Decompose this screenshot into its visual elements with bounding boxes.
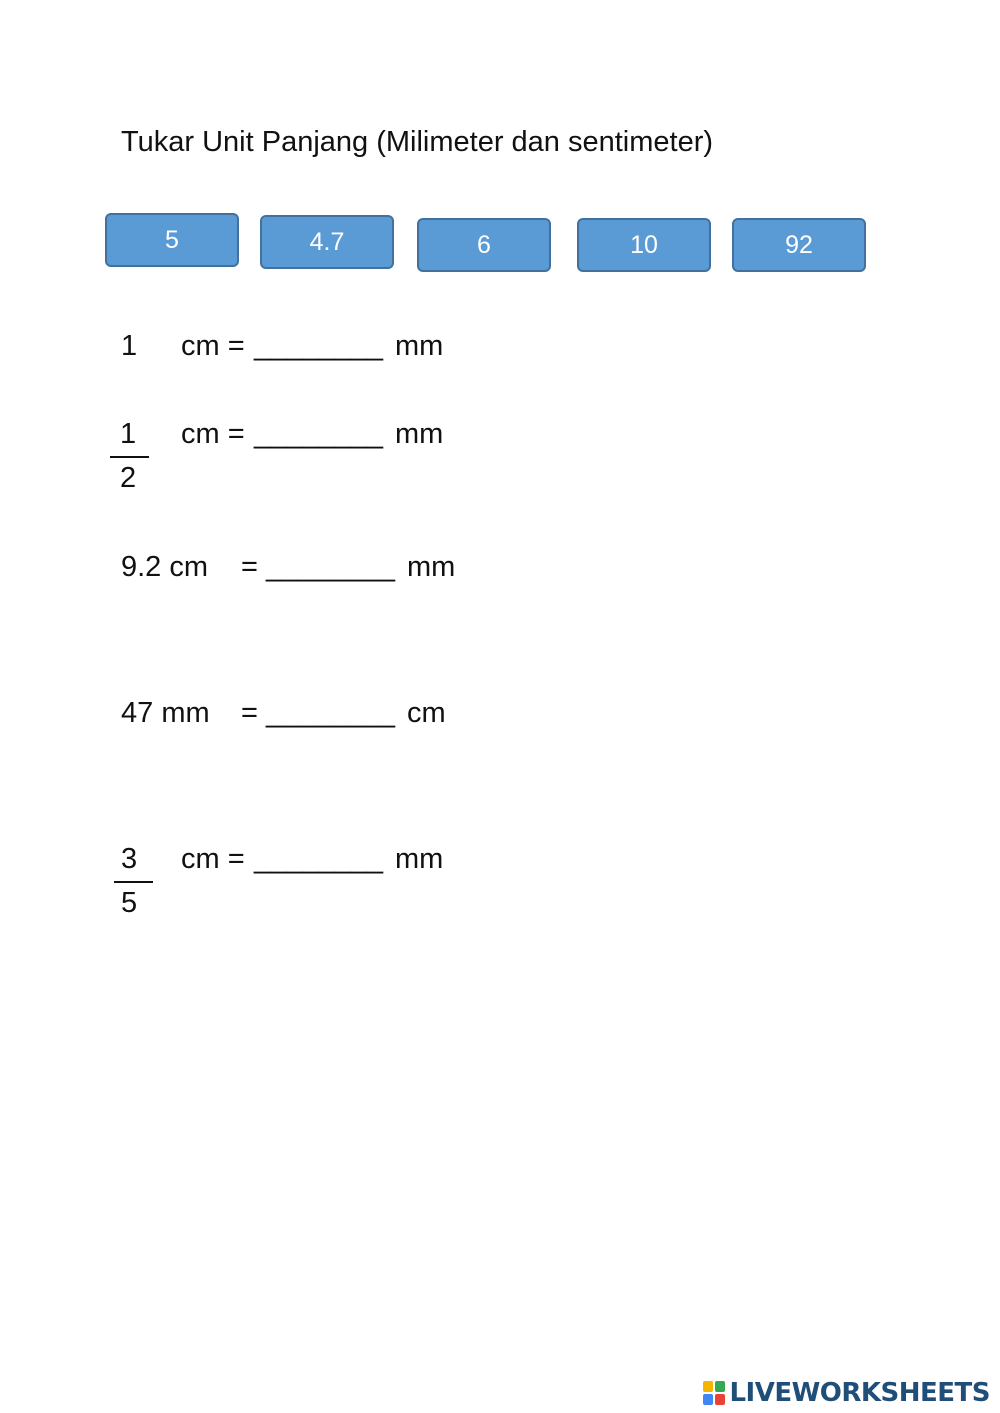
answer-chip-3[interactable]: 6	[417, 218, 551, 272]
liveworksheets-logo	[703, 1376, 990, 1410]
q3-value: 9.2 cm	[121, 551, 209, 583]
q5-unit-to: mm	[395, 843, 444, 875]
q5-answer-blank[interactable]: ________	[254, 843, 384, 875]
logo-text: LIVEWORKSHEETS	[729, 1378, 990, 1408]
q5-denominator: 5	[121, 887, 138, 919]
q2-denominator: 2	[120, 462, 137, 494]
q2-numerator: 1	[120, 418, 137, 450]
answer-chip-4[interactable]: 10	[577, 218, 711, 272]
q3-unit-to: mm	[407, 551, 456, 583]
q1-unit-from: cm =	[181, 330, 245, 362]
q5-fraction-bar	[114, 881, 153, 883]
logo-mark-icon	[703, 1381, 725, 1405]
q2-answer-blank[interactable]: ________	[254, 418, 384, 450]
q1-value: 1	[121, 330, 138, 362]
q2-fraction-bar	[110, 456, 149, 458]
q5-unit-from: cm =	[181, 843, 245, 875]
q2-unit-to: mm	[395, 418, 444, 450]
q1-answer-blank[interactable]: ________	[254, 330, 384, 362]
q1-unit-to: mm	[395, 330, 444, 362]
q3-answer-blank[interactable]: ________	[266, 551, 396, 583]
q4-value: 47 mm	[121, 697, 210, 729]
worksheet-title: Tukar Unit Panjang (Milimeter dan sentimeter)	[121, 126, 714, 158]
answer-chip-5[interactable]: 92	[732, 218, 866, 272]
q2-unit-from: cm =	[181, 418, 245, 450]
q3-equals: =	[241, 551, 258, 583]
q4-unit-to: cm	[407, 697, 446, 729]
q4-equals: =	[241, 697, 258, 729]
q5-numerator: 3	[121, 843, 138, 875]
q4-answer-blank[interactable]: ________	[266, 697, 396, 729]
answer-chip-1[interactable]: 5	[105, 213, 239, 267]
answer-chip-2[interactable]: 4.7	[260, 215, 394, 269]
